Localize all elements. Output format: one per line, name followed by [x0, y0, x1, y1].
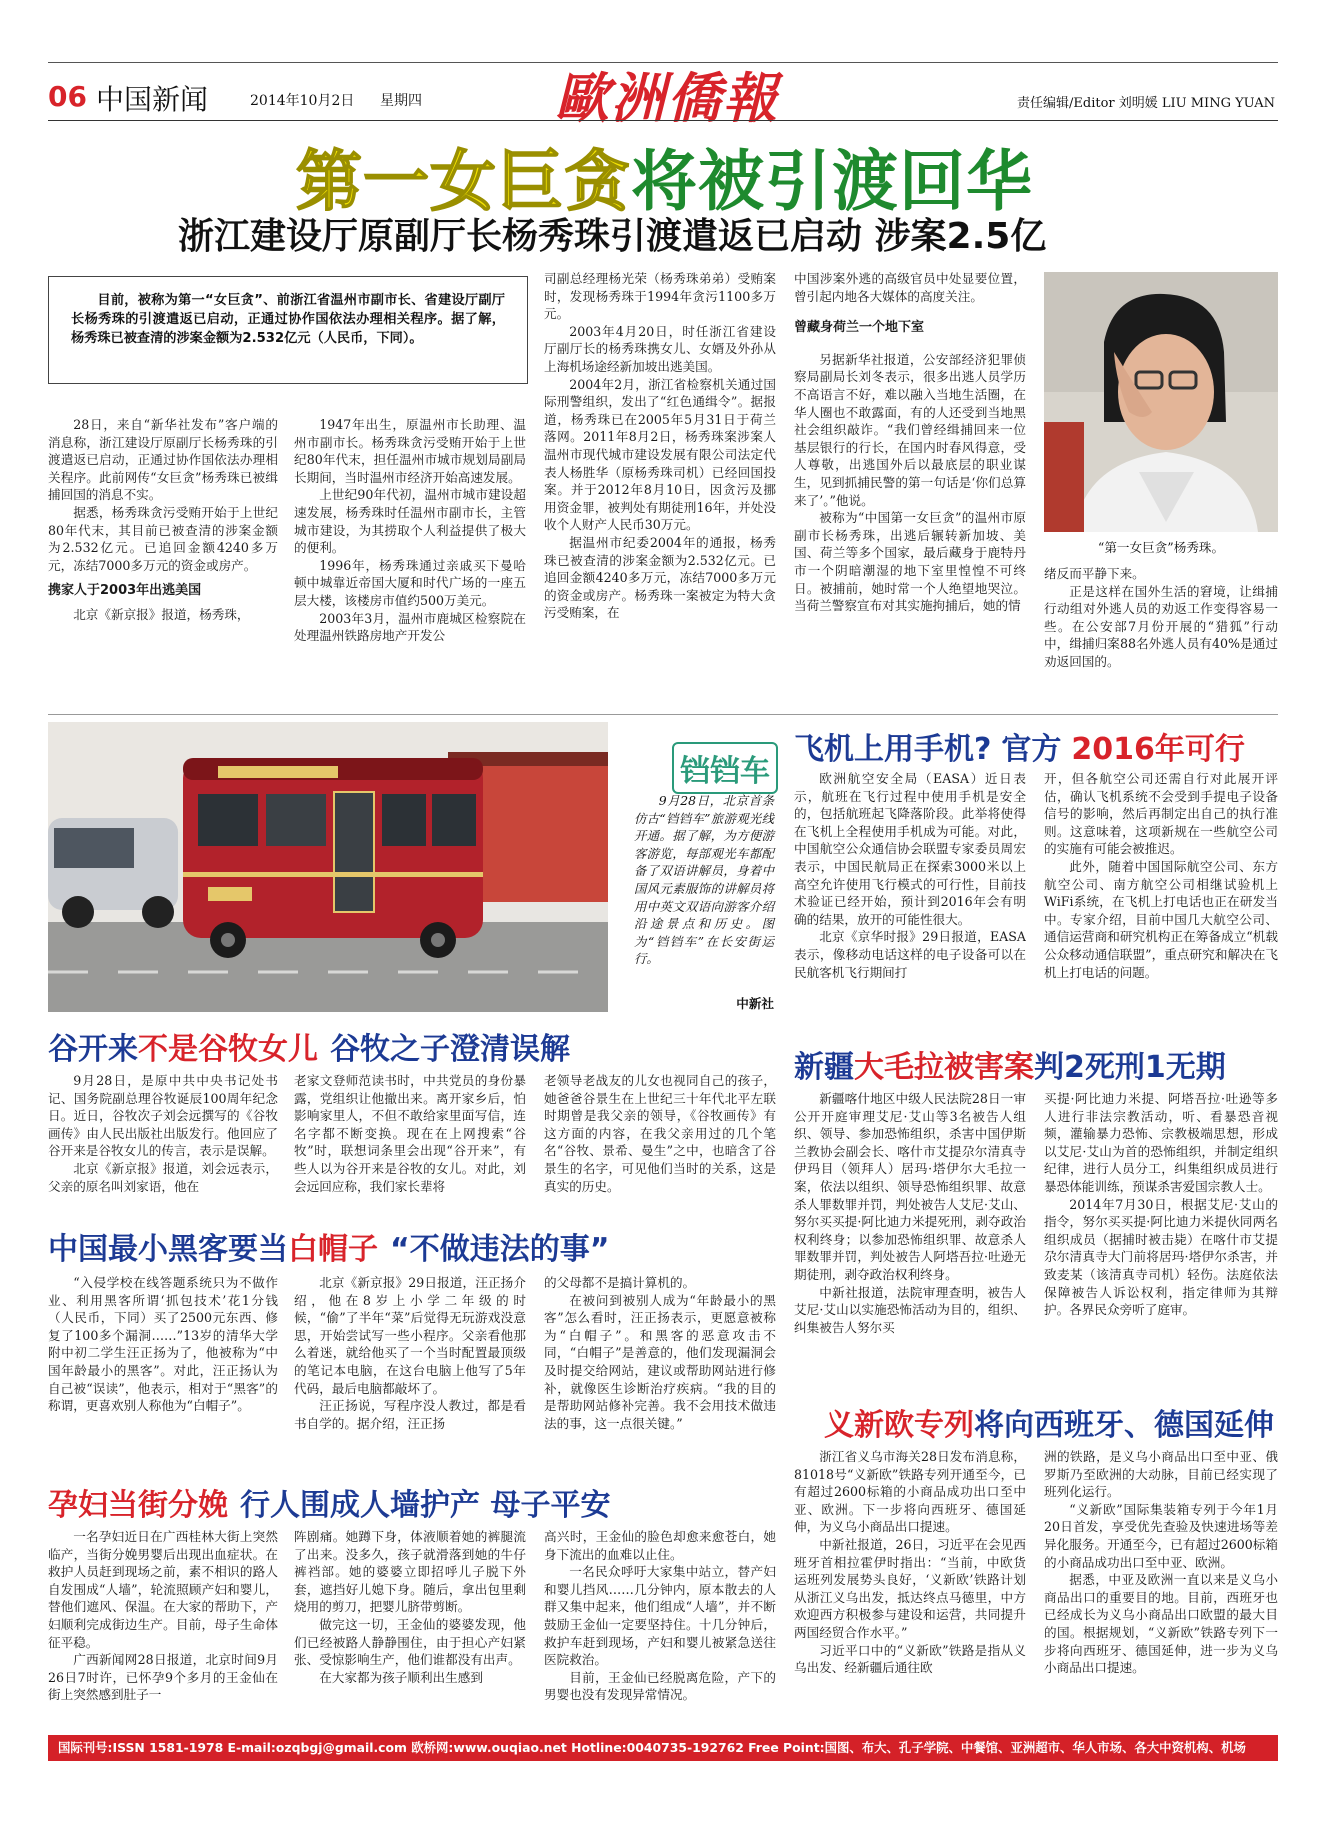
xinjiang-col2-para: 2014年7月30日，根据艾尼·艾山的指令，努尔买买提·阿比迪力米提伙同两名组织成员（据捕时被击毙）在喀什市艾提尕尔清真寺大门前将居玛·塔伊尔杀害，并致麦某（该清真寺司机）轻伤。法庭依法保障被告人诉讼权利，指定律师为其辩护。各界民众旁听了庭审。 [1044, 1196, 1278, 1318]
phone-headline [794, 724, 1245, 768]
bus-credit: 中新社 [736, 996, 774, 1011]
hacker-col-3 [544, 1274, 776, 1474]
xinjiang-headline-a: 新疆 [794, 1050, 854, 1085]
bus-photo [48, 722, 608, 1012]
yixinou-headline-b: 将向西班牙、德国延伸 [974, 1408, 1274, 1443]
gu-col-3 [544, 1072, 776, 1222]
phone-headline-b: 官方 [1001, 732, 1062, 767]
gu-col2-para: 老家文登师范读书时，中共党员的身份暴露，党组织让他撤出来。离开家乡后，怕影响家里人，不但不敢给家里面写信，连名字都不断变换。现在在上网搜索“谷牧”时，联想词条里会出现“谷开来”，有些人以为谷开来是谷牧的女儿。对此，刘会远回应称，我们家长辈将 [294, 1073, 526, 1194]
header-bottom-rule [48, 120, 1278, 121]
footer-bar [48, 1735, 1278, 1761]
pregnant-col-1 [48, 1528, 278, 1724]
portrait-illustration [1044, 272, 1278, 532]
hacker-col3-para: 的父母都不是搞计算机的。 [544, 1275, 696, 1290]
xinjiang-col1-para: 中新社报道，法院审理查明，被告人艾尼·艾山以实施恐怖活动为目的，组织、纠集被告人努尔买 [794, 1284, 1026, 1335]
gu-col-1 [48, 1072, 278, 1222]
yang-xiuzhu-photo [1044, 272, 1278, 532]
main-col-3 [544, 270, 776, 704]
main-col3-para: 2004年2月，浙江省检察机关通过国际刑警组织，发出了“红色通缉令”。据报道，杨秀珠已在2005年5月31日于荷兰落网。2011年8月2日，杨秀珠案涉案人温州市现代城市建设发展有限公司法定代表人杨胜华（原杨秀珠司机）已经回国投案。并于2012年8月10日，因贪污及挪用资金罪，被判处有期徒刑16年，并处没收个人财产人民币30万元。 [544, 376, 776, 533]
xinjiang-headline-b: 大毛拉被害案 [854, 1050, 1034, 1085]
main-col3-para: 2003年4月20日，时任浙江省建设厅副厅长的杨秀珠携女儿、女婿及外孙从上海机场途经新加坡出逃美国。 [544, 323, 776, 374]
main-col1-para: 据悉，杨秀珠贪污受贿开始于上世纪80年代末，其目前已被查清的涉案金额为2.532亿元。已追回金额4240多万元，冻结7000多万元的资金或房产。 [48, 504, 278, 573]
hacker-headline-b: 白帽子 [288, 1232, 378, 1267]
main-col3-para: 司副总经理杨光荣（杨秀珠弟弟）受贿案时，发现杨秀珠于1994年贪污1100多万元。 [544, 271, 776, 322]
main-subhead-1: 携家人于2003年出逃美国 [48, 583, 202, 599]
pregnant-headline-a: 孕妇当街分娩 [48, 1488, 228, 1523]
gu-col3-para: 老领导老战友的儿女也视同自己的孩子，她爸爸谷景生在上世纪三十年代北平左联时期曾是我父亲的领导，《谷牧画传》有这方面的内容，在我父亲用过的几个笔名“谷牧、景希、曼生”之中，也暗含了谷景生的名字，可见他们当时的关系，这是真实的历史。 [544, 1073, 776, 1194]
hacker-col-1 [48, 1274, 278, 1474]
pregnant-col3-para: 目前，王金仙已经脱离危险，产下的男婴也没有发现异常情况。 [544, 1669, 776, 1703]
xinjiang-col2-para: 买提·阿比迪力米提、阿塔吾拉·吐逊等多人进行非法宗教活动，听、看暴恐音视频，灌输暴力恐怖、宗教极端思想，形成以艾尼·艾山为首的恐怖组织，并制定组织纪律，进行人员分工，纠集组织成员进行暴恐体能训练，预谋杀害爱国宗教人士。 [1044, 1091, 1278, 1194]
main-col2-para: 上世纪90年代初，温州市城市建设超速发展，杨秀珠时任温州市副市长，主管城市建设，为其捞取个人利益提供了极大的便利。 [294, 487, 526, 556]
main-col4-para: 另据新华社报道，公安部经济犯罪侦察局副局长刘冬表示，很多出逃人员学历不高语言不好，难以融入当地生活圈，在华人圈也不敢露面，有的人还受到当地黑社会组织敲诈。“我们曾经缉捕回来一位基层银行的行长，在国内时春风得意，受人尊敬，出逃国外后以最底层的职业谋生，见到抓捕民警的第一句话是‘你们总算来了’。”他说。 [794, 351, 1026, 508]
pregnant-col2-para: 做完这一切，王金仙的婆婆发现，他们已经被路人静静围住，由于担心产妇紧张、受惊影响生产，他们谁都没有出声。 [294, 1616, 526, 1668]
gu-col1-para: 9月28日，是原中共中央书记处书记、国务院副总理谷牧诞辰100周年纪念日。近日，谷牧次子刘会远撰写的《谷牧画传》由人民出版社出版发行。他回应了谷开来是谷牧女儿的传言，表示是误解。 [48, 1073, 278, 1159]
pregnant-col3-para: 高兴时，王金仙的脸色却愈来愈苍白，她身下流出的血难以止住。 [544, 1529, 776, 1562]
issue-weekday: 星期四 [380, 93, 422, 109]
phone-col2-para: 开，但各航空公司还需自行对此展开评估，确认飞机系统不会受到手提电子设备信号的影响，然后再制定出自己的执行准则。这意味着，这项新规在一些航空公司的实施有可能会被推迟。 [1044, 771, 1278, 857]
main-subhead-2: 曾藏身荷兰一个地下室 [794, 320, 925, 336]
gu-headline [48, 1024, 570, 1068]
gu-headline-a: 谷开来 [48, 1032, 138, 1067]
gu-headline-b: 不是谷牧女儿 [138, 1032, 318, 1067]
masthead-logo: 歐洲僑報 [555, 66, 779, 130]
photo-caption: “第一女巨贪”杨秀珠。 [1097, 540, 1225, 555]
hacker-col1-para: “入侵学校在线答题系统只为不做作业、利用黑客所谓‘抓包技术’花1分钱（人民币，下同）买了2500元东西、修复了100多个漏洞……”13岁的清华大学附中初二学生汪正扬为了，他被称为“中国年龄最小的黑客”。对此，汪正扬认为自己被“误读”，他表示，相对于“黑客”的称谓，更喜欢别人称他为“白帽子”。 [48, 1275, 278, 1414]
gu-col-2 [294, 1072, 526, 1222]
lead-box [48, 276, 528, 384]
main-headline-part2: 将被引渡回华 [631, 143, 1033, 220]
section-title: 中国新闻 [96, 83, 209, 116]
yixinou-col-1 [794, 1448, 1026, 1726]
phone-headline-c: 2016年可行 [1071, 732, 1245, 767]
main-col2-para: 1947年出生，原温州市长助理、温州市副市长。杨秀珠贪污受贿开始于上世纪80年代末，担任温州市城市规划局副局长期间，当时温州市经济开始高速发展。 [294, 417, 526, 485]
yixinou-headline [824, 1400, 1274, 1444]
editor-credit: 责任编辑/Editor 刘明媛 LIU MING YUAN [1017, 96, 1275, 111]
xinjiang-headline-c: 判2死刑1无期 [1034, 1050, 1226, 1085]
pregnant-headline [48, 1480, 610, 1524]
bus-illustration [48, 722, 608, 1012]
pregnant-col3-para: 一名民众呼吁大家集中站立，替产妇和婴儿挡风……几分钟内，原本散去的人群又集中起来，他们组成“人墙”，并不断鼓励王金仙一定要坚持住。十几分钟后，救护车赶到现场，产妇和婴儿被紧急送往医院救治。 [544, 1564, 776, 1668]
main-col1-para: 北京《新京报》报道，杨秀珠， [73, 606, 250, 622]
yixinou-col1-para: 中新社报道，26日，习近平在会见西班牙首相拉霍伊时指出：“当前，中欧货运班列发展势头良好，‘义新欧’铁路计划从浙江义乌出发，抵达终点马德里，中方欢迎西方积极参与建设和运营，共同提升两国经贸合作水平。” [794, 1536, 1026, 1640]
pregnant-col1-para: 一名孕妇近日在广西桂林大街上突然临产，当街分娩男婴后出现出血症状。在救护人员赶到现场之前，素不相识的路人自发围成“人墙”，轮流照顾产妇和婴儿，替他们遮风、保温。在大家的帮助下，产妇顺利完成街边生产。目前，母子生命体征平稳。 [48, 1529, 278, 1650]
phone-col1-para: 北京《京华时报》29日报道，EASA表示，像移动电话这样的电子设备可以在民航客机飞行期间打 [794, 929, 1026, 980]
phone-col2-para: 此外，随着中国国际航空公司、东方航空公司、南方航空公司相继试验机上WiFi系统，在飞机上打电话也正在研发当中。专家介绍，目前中国几大航空公司、通信运营商和研究机构正在筹备成立“机载公众移动通信联盟”，重点研究和解决在飞机上打电话的问题。 [1044, 858, 1278, 980]
yixinou-col2-para: 洲的铁路，是义乌小商品出口至中亚、俄罗斯乃至欧洲的大动脉，目前已经实现了班列化运行。 [1044, 1449, 1278, 1500]
pregnant-headline-b: 行人围成人墙护产 母子平安 [240, 1488, 611, 1523]
phone-col-1 [794, 770, 1026, 1034]
main-col1-para: 28日，来自“新华社发布”客户端的消息称，浙江建设厅原副厅长杨秀珠的引渡遣返已启动，正通过协作国依法办理相关程序。此前网传“女巨贪”杨秀珠已被缉捕回国的消息不实。 [48, 417, 278, 503]
main-col-5 [1044, 565, 1278, 705]
gu-col1-para: 北京《新京报》报道，刘会远表示，父亲的原名叫刘家语，他在 [48, 1160, 278, 1194]
hacker-col-2 [294, 1274, 526, 1474]
main-col-4 [794, 270, 1026, 704]
main-col4-para: 被称为“中国第一女巨贪”的温州市原副市长杨秀珠，出逃后辗转新加坡、美国、荷兰等多个国家，最后藏身于鹿特丹市一个阴暗潮湿的地下室里惶惶不可终日。被捕前，她时常一个人绝望地哭泣。当荷兰警察宣布对其实施拘捕后，她的情 [794, 510, 1026, 614]
yixinou-col1-para: 浙江省义乌市海关28日发布消息称，81018号“义新欧”铁路专列开通至今，已有超过2600标箱的小商品成功出口至中亚、欧洲。下一步将向西班牙、德国延伸，为义乌小商品出口提速。 [794, 1449, 1026, 1535]
xinjiang-col1-para: 新疆喀什地区中级人民法院28日一审公开开庭审理艾尼·艾山等3名被告人组织、领导、参加恐怖组织，杀害中国伊斯兰教协会副会长、喀什市艾提尕尔清真寺伊玛目（领拜人）居玛·塔伊尔大毛拉一案，依法以组织、领导恐怖组织罪、故意杀人罪数罪并罚，判处被告人艾尼·艾山、努尔买买提·阿比迪力米提死刑，剥夺政治权利终身；以参加恐怖组织罪、故意杀人罪数罪并罚，判处被告人阿塔吾拉·吐逊无期徒刑，剥夺政治权利终身。 [794, 1091, 1026, 1282]
hacker-headline [48, 1224, 609, 1268]
yixinou-headline-a: 义新欧专列 [824, 1408, 974, 1443]
hacker-col3-para: 在被问到被别人成为“年龄最小的黑客”怎么看时，汪正扬表示，更愿意被称为“白帽子”。和黑客的恶意攻击不同，“白帽子”是善意的，他们发现漏洞会及时提交给网站，建议或帮助网站进行修补，就像医生诊断治疗疾病。“我的目的是帮助网站修补完善。我不会用技术做违法的事，这一点很关键。” [544, 1292, 776, 1431]
pregnant-col2-para: 在大家都为孩子顺利出生感到 [319, 1669, 483, 1685]
main-col2-para: 1996年，杨秀珠通过亲戚买下曼哈顿中城靠近帝国大厦和时代广场的一座五层大楼，该楼房市值约500万美元。 [294, 557, 526, 608]
bus-caption: 9月28日，北京首条仿古“铛铛车”旅游观光线开通。据了解，为方便游客游览，每部观光车都配备了双语讲解员，身着中国风元素服饰的讲解员将用中英文双语向游客介绍沿途景点和历史。图为“铛铛车”在长安街运行。 [634, 793, 774, 967]
bus-stamp-title: 铛铛车 [672, 742, 778, 794]
phone-col1-para: 欧洲航空安全局（EASA）近日表示，航班在飞行过程中使用手机是安全的，包括航班起飞降落阶段。此举将使得在飞机上全程使用手机成为可能。对此，中国航空公众通信协会联盟专家委员周宏表示，中国民航局正在探索3000米以上高空允许使用飞行模式的可行性，目前技术验证已经开始，预计到2016年会有明确的结果，放开的可能性很大。 [794, 771, 1026, 927]
footer-text: 国际刊号:ISSN 1581-1978 E-mail:ozqbgj@gmail.com 欧桥网:www.ouqiao.net Hotline:0040735-192762 Free Point:国图、布大、孔子学院、中餐馆、亚洲超市、华人市场、各大中资机构、机场 [58, 1740, 1246, 1755]
issue-date: 2014年10月2日 [250, 93, 355, 109]
page-number: 06 [48, 80, 87, 113]
main-col5-para: 正是这样在国外生活的窘境，让缉捕行动组对外逃人员的劝返工作变得容易一些。在公安部7月份开展的“猎狐”行动中，缉捕归案88名外逃人员有40%是通过劝返回国的。 [1044, 583, 1278, 669]
section-rule [48, 714, 1278, 715]
xinjiang-headline [794, 1042, 1226, 1086]
main-col-2 [294, 416, 526, 704]
yixinou-col-2 [1044, 1448, 1278, 1726]
hacker-col2-para: 汪正扬说，写程序没人教过，都是看书自学的。据介绍，汪正扬 [294, 1398, 526, 1431]
yixinou-col1-para: 习近平口中的“义新欧”铁路是指从义乌出发、经新疆后通往欧 [794, 1642, 1026, 1676]
lead-text: 目前，被称为第一“女巨贪”、前浙江省温州市副市长、省建设厅副厅长杨秀珠的引渡遣返已启动，正通过协作国依法办理相关程序。据了解，杨秀珠已被查清的涉案金额为2.532亿元（人民币，下同）。 [71, 293, 505, 346]
main-col-1 [48, 416, 278, 704]
hacker-headline-c: “不做违法的事” [390, 1232, 610, 1267]
yixinou-col2-para: “义新欧”国际集装箱专列于今年1月20日首发，享受优先查验及快速进场等差异化服务。开通至今，已有超过2600标箱的小商品成功出口至中亚、欧洲。 [1044, 1501, 1278, 1570]
main-col4-para: 中国涉案外逃的高级官员中处显要位置，曾引起内地各大媒体的高度关注。 [794, 271, 1026, 304]
pregnant-col2-para: 阵剧痛。她蹲下身，体液顺着她的裤腿流了出来。没多久，孩子就滑落到她的牛仔裤裆部。她的婆婆立即招呼儿子脱下外套，遮挡好儿媳下身。随后，拿出包里剩烧用的剪刀，把婴儿脐带剪断。 [294, 1529, 526, 1615]
pregnant-col-3 [544, 1528, 776, 1724]
pregnant-col-2 [294, 1528, 526, 1724]
hacker-col2-para: 北京《新京报》29日报道，汪正扬介绍，他在8岁上小学二年级的时候，“偷”了半年“菜”后觉得无玩游戏没意思，开始尝试写一些小程序。父亲看他那么着迷，就给他买了一个当时配置最顶级的笔记本电脑，在这台电脑上他写了5年代码，最后电脑都敲坏了。 [294, 1275, 526, 1396]
pregnant-col1-para: 广西新闻网28日报道，北京时间9月26日7时许，已怀孕9个多月的王金仙在街上突然感到肚子一 [48, 1652, 278, 1703]
main-col5-para: 绪反而平静下来。 [1044, 566, 1145, 581]
gu-headline-c: 谷牧之子澄清误解 [330, 1032, 570, 1067]
xinjiang-col-2 [1044, 1090, 1278, 1390]
main-subheadline: 浙江建设厅原副厅长杨秀珠引渡遣返已启动 涉案2.5亿 [178, 216, 1047, 257]
phone-headline-a: 飞机上用手机? [794, 732, 992, 767]
main-col2-para: 2003年3月，温州市鹿城区检察院在处理温州铁路房地产开发公 [294, 610, 526, 644]
main-col3-para: 据温州市纪委2004年的通报，杨秀珠已被查清的涉案金额为2.532亿元。已追回金额4240多万元，冻结7000多万元的资金或房产。杨秀珠一案被定为特大贪污受贿案，在 [544, 534, 776, 621]
phone-col-2 [1044, 770, 1278, 1034]
yixinou-col2-para: 据悉，中亚及欧洲一直以来是义乌小商品出口的重要目的地。目前，西班牙也已经成长为义乌小商品出口欧盟的最大目的国。根据规划，“义新欧”铁路专列下一步将向西班牙、德国延伸，进一步为义乌小商品出口提速。 [1044, 1572, 1278, 1676]
main-headline-part1: 第一女巨贪 [296, 143, 631, 220]
xinjiang-col-1 [794, 1090, 1026, 1390]
hacker-headline-a: 中国最小黑客要当 [48, 1232, 288, 1267]
